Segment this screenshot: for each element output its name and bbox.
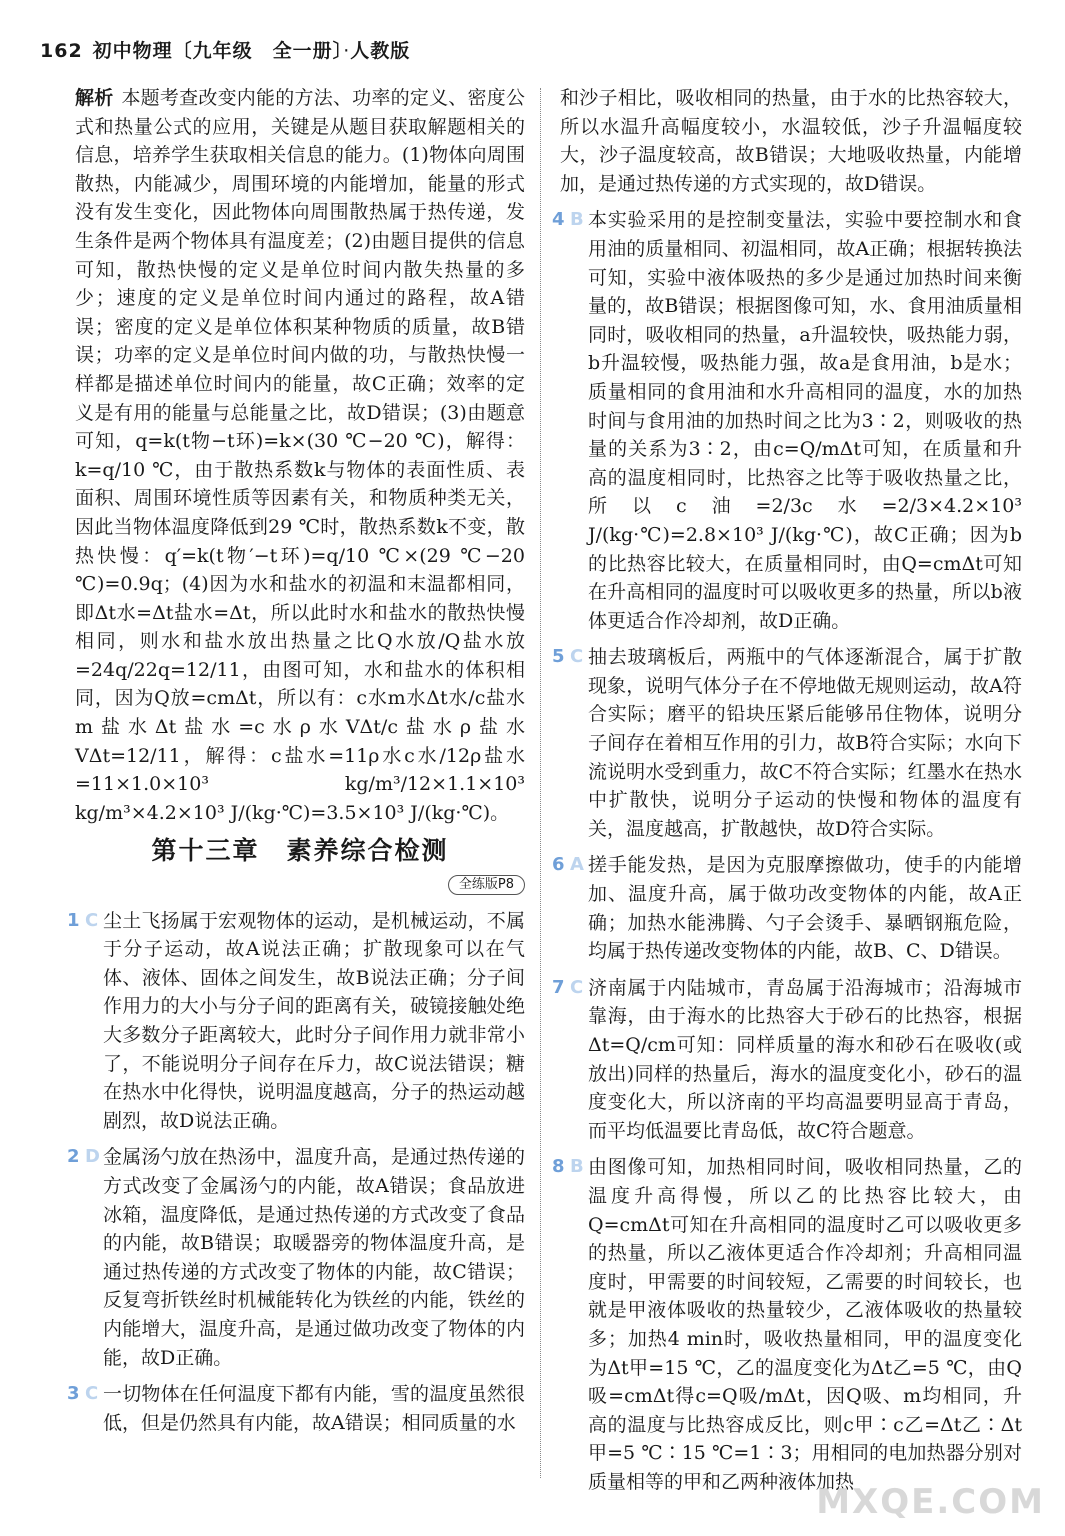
question-2 [67, 1143, 525, 1372]
left-column [67, 84, 525, 1445]
watermark-logo: MXQE.COM [816, 1482, 1045, 1522]
question-text: 一切物体在任何温度下都有内能，雪的温度虽然很低，但是仍然具有内能，故A错误；相同质量的水 [103, 1383, 525, 1434]
book-edition: 人教版 [350, 40, 411, 62]
question-number: 8 [552, 1156, 565, 1178]
question-answer: C [85, 909, 99, 931]
page-header [40, 36, 410, 63]
analysis-block [75, 84, 525, 827]
question-text: 由图像可知，加热相同时间，吸收相同热量，乙的温度升高得慢，所以乙的比热容比较大，由Q=cmΔt可知在升高相同的温度时乙可以吸收更多的热量，所以乙液体更适合作冷却剂；升高相同温度时，甲需要的时间较短，乙需要的时间较长，也就是甲液体吸收的热量较少，乙液体吸收的热量较多；加热4 min时，吸收热量相同，甲的温度变化为Δt甲=15 ℃，乙的温度变化为Δt乙=5 ℃，由Q吸=cmΔt得c=Q吸/mΔt，因Q吸、m均相同，升高的温度与比热容成反比，则c甲∶c乙=Δt乙∶Δt甲=5 ℃∶15 ℃=1∶3；用相同的电加热器分别对质量相等的甲和乙两种液体加热 [588, 1156, 1022, 1493]
book-title: 初中物理〔九年级 全一册〕 [92, 40, 344, 62]
chapter-title: 第十三章 素养综合检测 [151, 836, 449, 866]
question-number: 7 [552, 976, 565, 998]
question-text: 金属汤勺放在热汤中，温度升高，是通过热传递的方式改变了金属汤勺的内能，故A错误；食品放进冰箱，温度降低，是通过热传递的方式改变了食品的内能，故B错误；取暖器旁的物体温度升高，是通过热传递的方式改变了物体的内能，故C错误；反复弯折铁丝时机械能转化为铁丝的内能，铁丝的内能增大，温度升高，是通过做功改变了物体的内能，故D正确。 [103, 1146, 525, 1369]
question-answer: B [570, 209, 584, 231]
question-number: 1 [67, 909, 80, 931]
question-answer: D [85, 1146, 100, 1168]
page-number: 162 [40, 40, 83, 62]
question-answer: A [570, 854, 584, 876]
question-5 [552, 643, 1022, 843]
question-number: 4 [552, 209, 565, 231]
question-number: 5 [552, 646, 565, 668]
question-answer: C [85, 1383, 99, 1405]
question-text: 搓手能发热，是因为克服摩擦做功，使手的内能增加、温度升高，属于做功改变物体的内能，故A正确；加热水能沸腾、勺子会烫手、暴晒钢瓶危险，均属于热传递改变物体的内能，故B、C、D错误。 [588, 854, 1022, 963]
question-3 [67, 1380, 525, 1437]
analysis-text: 本题考查改变内能的方法、功率的定义、密度公式和热量公式的应用，关键是从题目获取解题相关的信息，培养学生获取相关信息的能力。(1)物体向周围散热，内能减少，周围环境的内能增加，能量的形式没有发生变化，因此物体向周围散热属于热传递，发生条件是两个物体具有温度差；(2)由题目提供的信息可知，散热快慢的定义是单位时间内散失热量的多少；速度的定义是单位时间内通过的路程，故A错误；密度的定义是单位体积某种物质的质量，故B错误；功率的定义是单位时间内做的功，与散热快慢一样都是描述单位时间内的能量，故C正确；效率的定义是有用的能量与总能量之比，故D错误；(3)由题意可知，q=k(t物−t环)=k×(30 ℃−20 ℃)，解得：k=q/10 ℃，由于散热系数k与物体的表面性质、表面积、周围环境性质等因素有关，和物质种类无关，因此当物体温度降低到29 ℃时，散热系数k不变，散热快慢：q′=k(t物′−t环)=q/10 ℃×(29 ℃−20 ℃)=0.9q；(4)因为水和盐水的初温和末温都相同，即Δt水=Δt盐水=Δt，所以此时水和盐水的散热快慢相同，则水和盐水放出热量之比Q水放/Q盐水放=24q/22q=12/11，由图可知，水和盐水的体积相同，因为Q放=cmΔt，所以有：c水m水Δt水/c盐水m盐水Δt盐水=c水ρ水VΔt/c盐水ρ盐水VΔt=12/11，解得：c盐水=11ρ水c水/12ρ盐水=11×1.0×10³ kg/m³/12×1.1×10³ kg/m³×4.2×10³ J/(kg·℃)=3.5×10³ J/(kg·℃)。 [75, 87, 525, 824]
question-number: 3 [67, 1383, 80, 1405]
question-text: 尘土飞扬属于宏观物体的运动，是机械运动，不属于分子运动，故A说法正确；扩散现象可以在气体、液体、固体之间发生，故B说法正确；分子间作用力的大小与分子间的距离有关，破镜接触处绝大多数分子距离较大，此时分子间作用力就非常小了，不能说明分子间存在斥力，故C说法错误；糖在热水中化得快，说明温度越高，分子的热运动越剧烈，故D说法正确。 [103, 909, 525, 1132]
question-8 [552, 1153, 1022, 1496]
chapter-tag: 全练版P8 [448, 875, 525, 895]
question-text: 抽去玻璃板后，两瓶中的气体逐渐混合，属于扩散现象，说明气体分子在不停地做无规则运动，故A符合实际；磨平的铅块压紧后能够吊住物体，说明分子间存在着相互作用的引力，故B符合实际；水向下流说明水受到重力，故C不符合实际；红墨水在热水中扩散快，说明分子运动的快慢和物体的温度有关，温度越高，扩散越快，故D符合实际。 [588, 646, 1022, 840]
question-text: 本实验采用的是控制变量法，实验中要控制水和食用油的质量相同、初温相同，故A正确；根据转换法可知，实验中液体吸热的多少是通过加热时间来衡量的，故B错误；根据图像可知，水、食用油质量相同时，吸收相同的热量，a升温较快，吸热能力弱，b升温较慢，吸热能力强，故a是食用油，b是水；质量相同的食用油和水升高相同的温度，水的加热时间与食用油的加热时间之比为3∶2，则吸收的热量的关系为3∶2，由c=Q/mΔt可知，在质量和升高的温度相同时，比热容之比等于吸收热量之比，所以c油=2/3c水=2/3×4.2×10³ J/(kg·℃)=2.8×10³ J/(kg·℃)，故C正确；因为b的比热容比较大，在质量相同时，由Q=cmΔt可知在升高相同的温度时可以吸收更多的热量，所以b液体更适合作冷却剂，故D正确。 [588, 209, 1022, 632]
question-text: 济南属于内陆城市，青岛属于沿海城市；沿海城市靠海，由于海水的比热容大于砂石的比热容，根据Δt=Q/cm可知：同样质量的海水和砂石在吸收(或放出)同样的热量后，海水的温度变化小，砂石的温度变化大，所以济南的平均高温要明显高于青岛，而平均低温要比青岛低，故C符合题意。 [588, 976, 1022, 1142]
question-answer: C [570, 976, 584, 998]
column-divider [540, 88, 541, 1478]
question-answer: C [570, 646, 584, 668]
question-3-continued: 和沙子相比，吸收相同的热量，由于水的比热容较大，所以水温升高幅度较小，水温较低，沙子升温幅度较大，沙子温度较高，故B错误；大地吸收热量，内能增加，是通过热传递的方式实现的，故D错误。 [560, 87, 1022, 195]
question-1 [67, 907, 525, 1136]
question-number: 6 [552, 854, 565, 876]
question-7 [552, 974, 1022, 1146]
question-6 [552, 851, 1022, 965]
analysis-label: 解析 [75, 87, 114, 109]
question-4 [552, 206, 1022, 635]
header-separator: · [343, 40, 351, 62]
question-number: 2 [67, 1146, 80, 1168]
question-answer: B [570, 1156, 584, 1178]
chapter-tag-wrap [75, 868, 525, 897]
right-column [552, 84, 1022, 1505]
